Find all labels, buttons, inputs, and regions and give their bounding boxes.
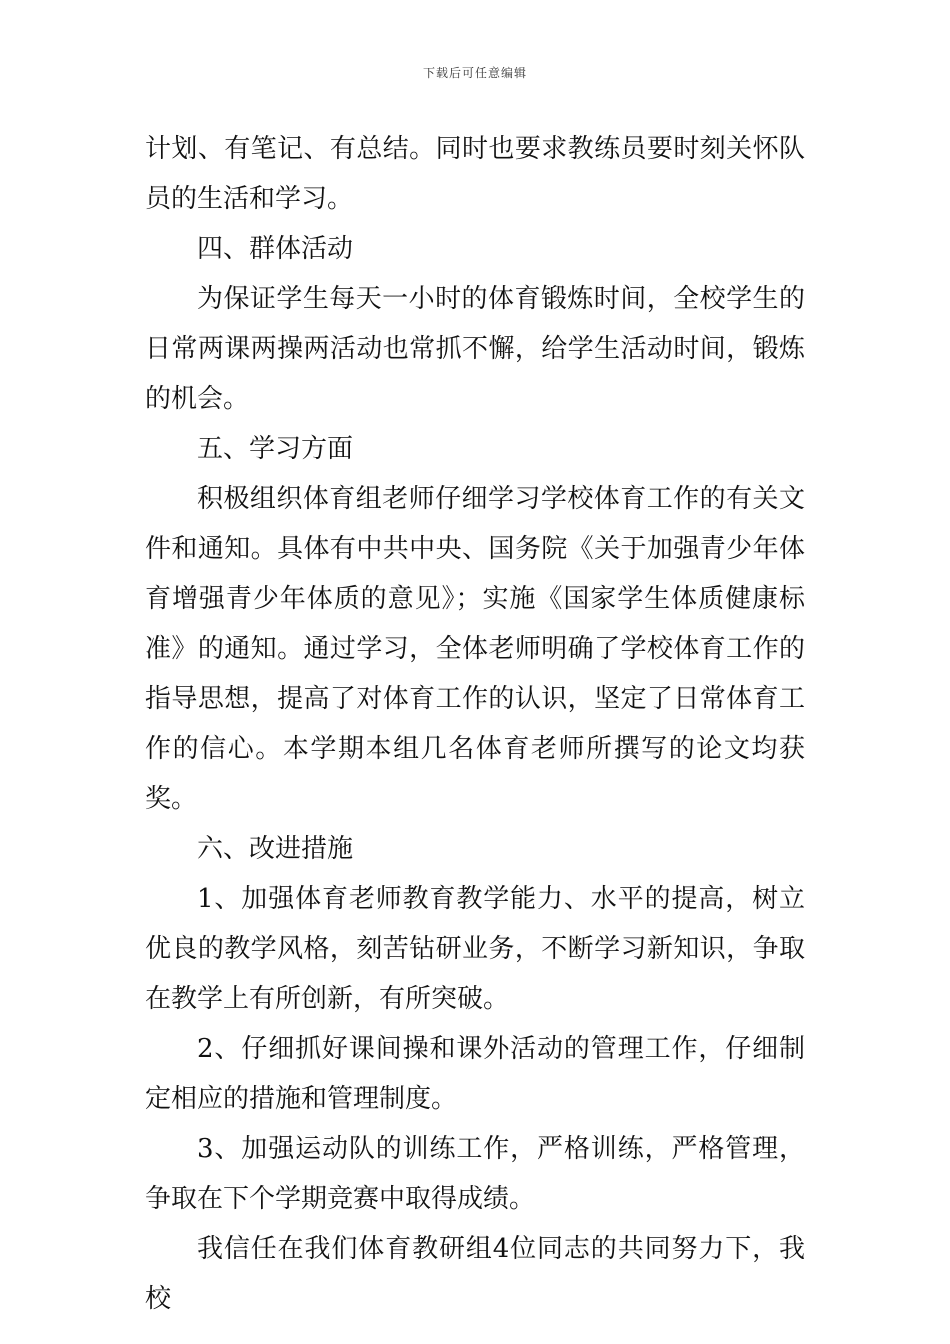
measure-item-2: 2、仔细抓好课间操和课外活动的管理工作，仔细制定相应的措施和管理制度。 (145, 1034, 805, 1114)
paragraph-closing: 我信任在我们体育教研组4位同志的共同努力下，我校 (145, 1234, 805, 1314)
paragraph-continuation: 计划、有笔记、有总结。同时也要求教练员要时刻关怀队员的生活和学习。 (145, 134, 805, 214)
section-heading-5: 五、学习方面 (197, 434, 354, 464)
section-heading-6: 六、改进措施 (197, 834, 354, 864)
document-body (145, 124, 805, 1324)
header-note: 下载后可任意编辑 (422, 66, 527, 80)
paragraph-group-activities: 为保证学生每天一小时的体育锻炼时间，全校学生的日常两课两操两活动也常抓不懈，给学生活动时间，锻炼的机会。 (145, 284, 805, 414)
paragraph-study: 积极组织体育组老师仔细学习学校体育工作的有关文件和通知。具体有中共中央、国务院《关于加强青少年体育增强青少年体质的意见》；实施《国家学生体质健康标准》的通知。通过学习，全体老师明确了学校体育工作的指导思想，提高了对体育工作的认识，坚定了日常体育工作的信心。本学期本组几名体育老师所撰写的论文均获奖。 (145, 484, 805, 814)
section-heading-4: 四、群体活动 (197, 234, 354, 264)
measure-item-1: 1、加强体育老师教育教学能力、水平的提高，树立优良的教学风格，刻苦钻研业务，不断学习新知识，争取在教学上有所创新，有所突破。 (145, 884, 805, 1014)
measure-item-3: 3、加强运动队的训练工作，严格训练，严格管理，争取在下个学期竞赛中取得成绩。 (145, 1134, 805, 1214)
